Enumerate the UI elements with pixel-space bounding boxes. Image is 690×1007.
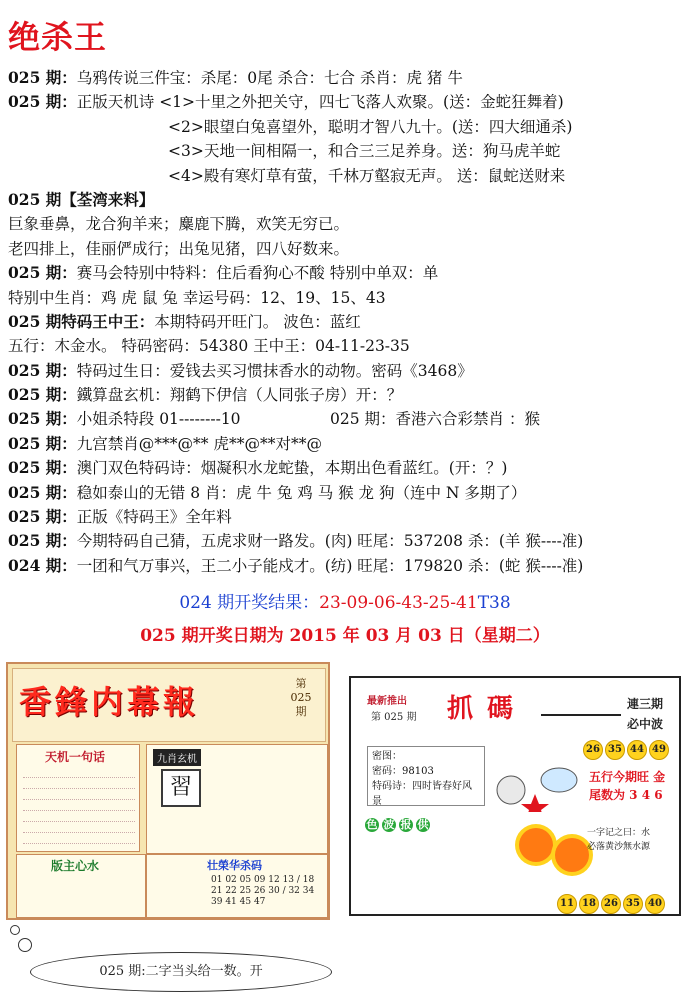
banzhu-box (16, 854, 146, 918)
cartoon-illustration (489, 750, 581, 812)
strip-chip: 报 (400, 818, 412, 831)
draw-result (0, 588, 690, 613)
text-line: 025 期：正版天机诗 <1>十里之外把关守，四七飞落人欢聚。(送：金蛇狂舞着) (8, 92, 564, 112)
grab-underline (541, 714, 621, 716)
zodiac-glyph: 習 (161, 769, 201, 807)
text-line: 025 期：正版《特码王》全年料 (8, 507, 232, 527)
meta-poem: 特码诗：四时皆春好风景 (372, 781, 472, 807)
text-line: 025 期：鐵算盘玄机：翔鹤下伊信（人同张子房）开：？ (8, 385, 403, 405)
number-ball: 35 (605, 740, 625, 760)
nine-zodiac-tag: 九肖玄机 (153, 749, 201, 766)
note-box (587, 826, 650, 854)
text-line: 025 期：小姐杀特段 01--------10 025 期：香港六合彩禁肖 ：猴 (8, 407, 688, 431)
text-line: <3>天地一间相隔一，和合三三足养身。送：狗马虎羊蛇 (168, 142, 561, 161)
wuxing-text: 五行今期旺 金 (589, 770, 666, 784)
note-line-2: 必落黄沙無水源 (587, 842, 651, 852)
text-line: 025 期【荃湾来料】 (8, 189, 155, 209)
content-lines (8, 66, 688, 578)
result-prefix: 024 期开奖结果： (179, 593, 320, 613)
wuxing-box (589, 768, 677, 804)
text-line: 五行：木金水。 特码密码：54380 王中王：04-11-23-35 (8, 337, 410, 356)
text-line: <2>眼望白兔喜望外，聪明才智八九十。(送：四大细通杀) (168, 117, 573, 136)
meta-box (367, 746, 485, 806)
text-line-right: 025 期：香港六合彩禁肖 ：猴 (330, 410, 540, 429)
tianji-heading: 天机一句话 (45, 750, 106, 764)
grab-code-image (349, 676, 681, 916)
cloud-bubble (18, 938, 32, 952)
text-line: 024 期：一团和气万事兴，王二小子能戍才。(纺) 旺尾：179820 杀：(蛇 猴----准) (8, 555, 584, 575)
page-title: 绝杀王 (8, 18, 108, 56)
tianji-rows (17, 765, 139, 866)
sun-icon (519, 828, 553, 862)
newspaper-header (12, 668, 326, 742)
kill-code-box (146, 854, 328, 918)
text-line: 025 期：澳门双色特码诗：烟凝积水龙蛇蛰，本期出色看蓝红。(开：？) (8, 458, 508, 478)
newspaper-issue: 第 025 期 (290, 677, 312, 718)
tianji-box (16, 744, 140, 852)
tail-text: 尾数为 3 4 6 (589, 788, 663, 802)
result-special: T38 (477, 593, 511, 613)
text-line: 特别中生肖：鸡 虎 鼠 兔 幸运号码：12、19、15、43 (8, 288, 386, 307)
text-line: 巨象垂鼻，龙合狗羊来；麋鹿下腾，欢笑无穷已。 (8, 215, 350, 234)
color-strip (365, 818, 433, 832)
text-line: 老四排上，佳丽俨成行；出兔见猪，四八好数来。 (8, 239, 350, 258)
text-line: <4>殿有寒灯草有萤，千林万壑寂无声。 送：鼠蛇送财来 (168, 166, 566, 185)
text-line: 025 期：赛马会特别中特料：住后看狗心不酸 特别中单双：单 (8, 263, 439, 283)
cloud-bubble (10, 925, 20, 935)
text-line: 025 期：特码过生日：爱钱去买习惯抹香水的动物。密码《3468》 (8, 360, 473, 380)
number-ball: 26 (583, 740, 603, 760)
draw-date: 025 期开奖日期为 2015 年 03 月 03 日（星期二） (140, 626, 550, 646)
newspaper-title: 香鋒内幕報 (19, 683, 200, 721)
number-ball: 26 (601, 894, 621, 914)
side-line-1: 連三期 (627, 697, 664, 711)
strip-chip: 供 (417, 818, 429, 831)
text-line: 025 期：乌鸦传说三件宝：杀尾：0尾 杀合：七合 杀肖：虎 猪 牛 (8, 68, 463, 87)
result-numbers: 23-09-06-43-25-41 (319, 593, 478, 613)
text-line: 025 期：今期特码自己猜，五虎求财一路发。(肉) 旺尾：537208 杀：(羊 猴----准) (8, 531, 584, 551)
text-line: 025 期：九宫禁肖@***@** 虎**@**对**@ (8, 433, 322, 453)
meta-image-label: 密图： (372, 751, 402, 762)
meta-code: 密码：98103 (372, 766, 434, 777)
number-ball: 35 (623, 894, 643, 914)
kill-code-heading: 壮榮华杀码 (207, 859, 262, 872)
grab-issue: 第 025 期 (371, 712, 417, 723)
number-ball: 44 (627, 740, 647, 760)
number-ball: 40 (645, 894, 665, 914)
strip-chip: 色 (366, 818, 378, 831)
note-line-1: 一字记之曰：水 (587, 828, 651, 838)
text-line: 025 期特码王中王：本期特码开旺门。 波色：蓝红 (8, 311, 361, 331)
newspaper-image (6, 662, 330, 920)
thought-cloud: 025 期:二字当头给一数。开 (30, 952, 332, 992)
grab-title: 抓碼 (447, 694, 528, 724)
side-line-2: 必中波 (627, 717, 664, 731)
sun-icon (555, 838, 589, 872)
new-tag: 最新推出 (367, 696, 407, 707)
grab-side (627, 694, 663, 734)
nine-zodiac-box (146, 744, 328, 854)
number-ball: 49 (649, 740, 669, 760)
kill-code-numbers: 01 02 05 09 12 13 / 18 21 22 25 26 30 / 32 34 39 41 45 47 (211, 875, 315, 907)
strip-chip: 波 (383, 818, 395, 831)
banzhu-heading: 版主心水 (51, 859, 100, 873)
number-ball: 18 (579, 894, 599, 914)
number-ball: 11 (557, 894, 577, 914)
text-line: 025 期：稳如泰山的无错 8 肖：虎 牛 兔 鸡 马 猴 龙 狗（连中 N 多期了） (8, 482, 527, 502)
